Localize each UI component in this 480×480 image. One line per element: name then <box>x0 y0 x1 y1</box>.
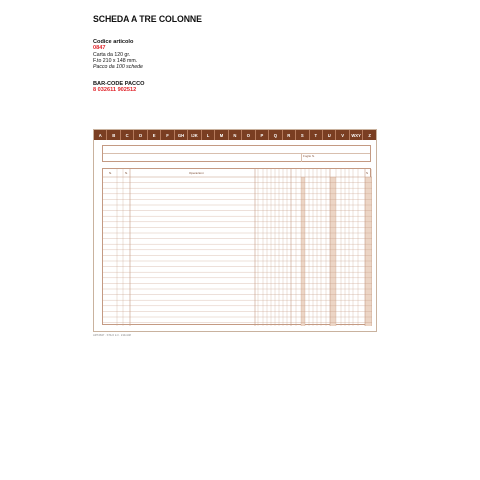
alphabet-tab-ijk: IJK <box>188 130 201 140</box>
col-label-end: S <box>366 171 369 175</box>
alphabet-tab-f: F <box>161 130 174 140</box>
alphabet-tab-s: S <box>296 130 309 140</box>
pack-note: Pacco da 100 schede <box>93 64 143 71</box>
product-title: SCHEDA A TRE COLONNE <box>93 14 202 25</box>
sheet-footer: ART.0847 · STILO 2-3 · 210x148 <box>93 334 131 337</box>
product-info <box>93 14 211 94</box>
alphabet-index <box>94 130 376 140</box>
alphabet-tab-b: B <box>107 130 120 140</box>
barcode-value: 8 032611 902512 <box>93 86 137 93</box>
alphabet-tab-d: D <box>134 130 147 140</box>
ledger-sheet <box>93 129 377 332</box>
alphabet-tab-p: P <box>256 130 269 140</box>
alphabet-tab-gh: GH <box>175 130 188 140</box>
alphabet-tab-c: C <box>121 130 134 140</box>
codice-value: 0847 <box>93 45 106 51</box>
alphabet-tab-q: Q <box>269 130 282 140</box>
alphabet-tab-v: V <box>336 130 349 140</box>
alphabet-tab-l: L <box>202 130 215 140</box>
spec-paper: Carta da 120 gr. <box>93 52 131 58</box>
spec-format: F.to 210 x 148 mm. <box>93 58 138 65</box>
alphabet-tab-z: Z <box>368 132 371 138</box>
alphabet-tab-e: E <box>148 130 161 140</box>
alphabet-tab-n: N <box>229 130 242 140</box>
header-box <box>102 145 371 162</box>
ledger-grid <box>103 169 372 326</box>
col-label-description: Operazioni <box>189 171 204 175</box>
alphabet-tab-a: A <box>94 130 107 140</box>
codice-label: Codice articolo <box>93 39 134 45</box>
col-label-number-2: N. <box>125 171 128 175</box>
alphabet-tab-wxy: WXY <box>350 130 363 140</box>
barcode-label: BAR-CODE PACCO <box>93 80 145 87</box>
ledger-table <box>102 168 371 325</box>
header-split <box>301 153 302 162</box>
header-note: Foglio N. <box>303 154 316 158</box>
alphabet-tab-t: T <box>310 130 323 140</box>
header-divider <box>103 153 370 154</box>
alphabet-tab-u: U <box>323 130 336 140</box>
alphabet-tab-r: R <box>283 130 296 140</box>
alphabet-tab-o: O <box>242 130 255 140</box>
alphabet-tab-m: M <box>215 130 228 140</box>
col-label-number: N. <box>109 171 112 175</box>
